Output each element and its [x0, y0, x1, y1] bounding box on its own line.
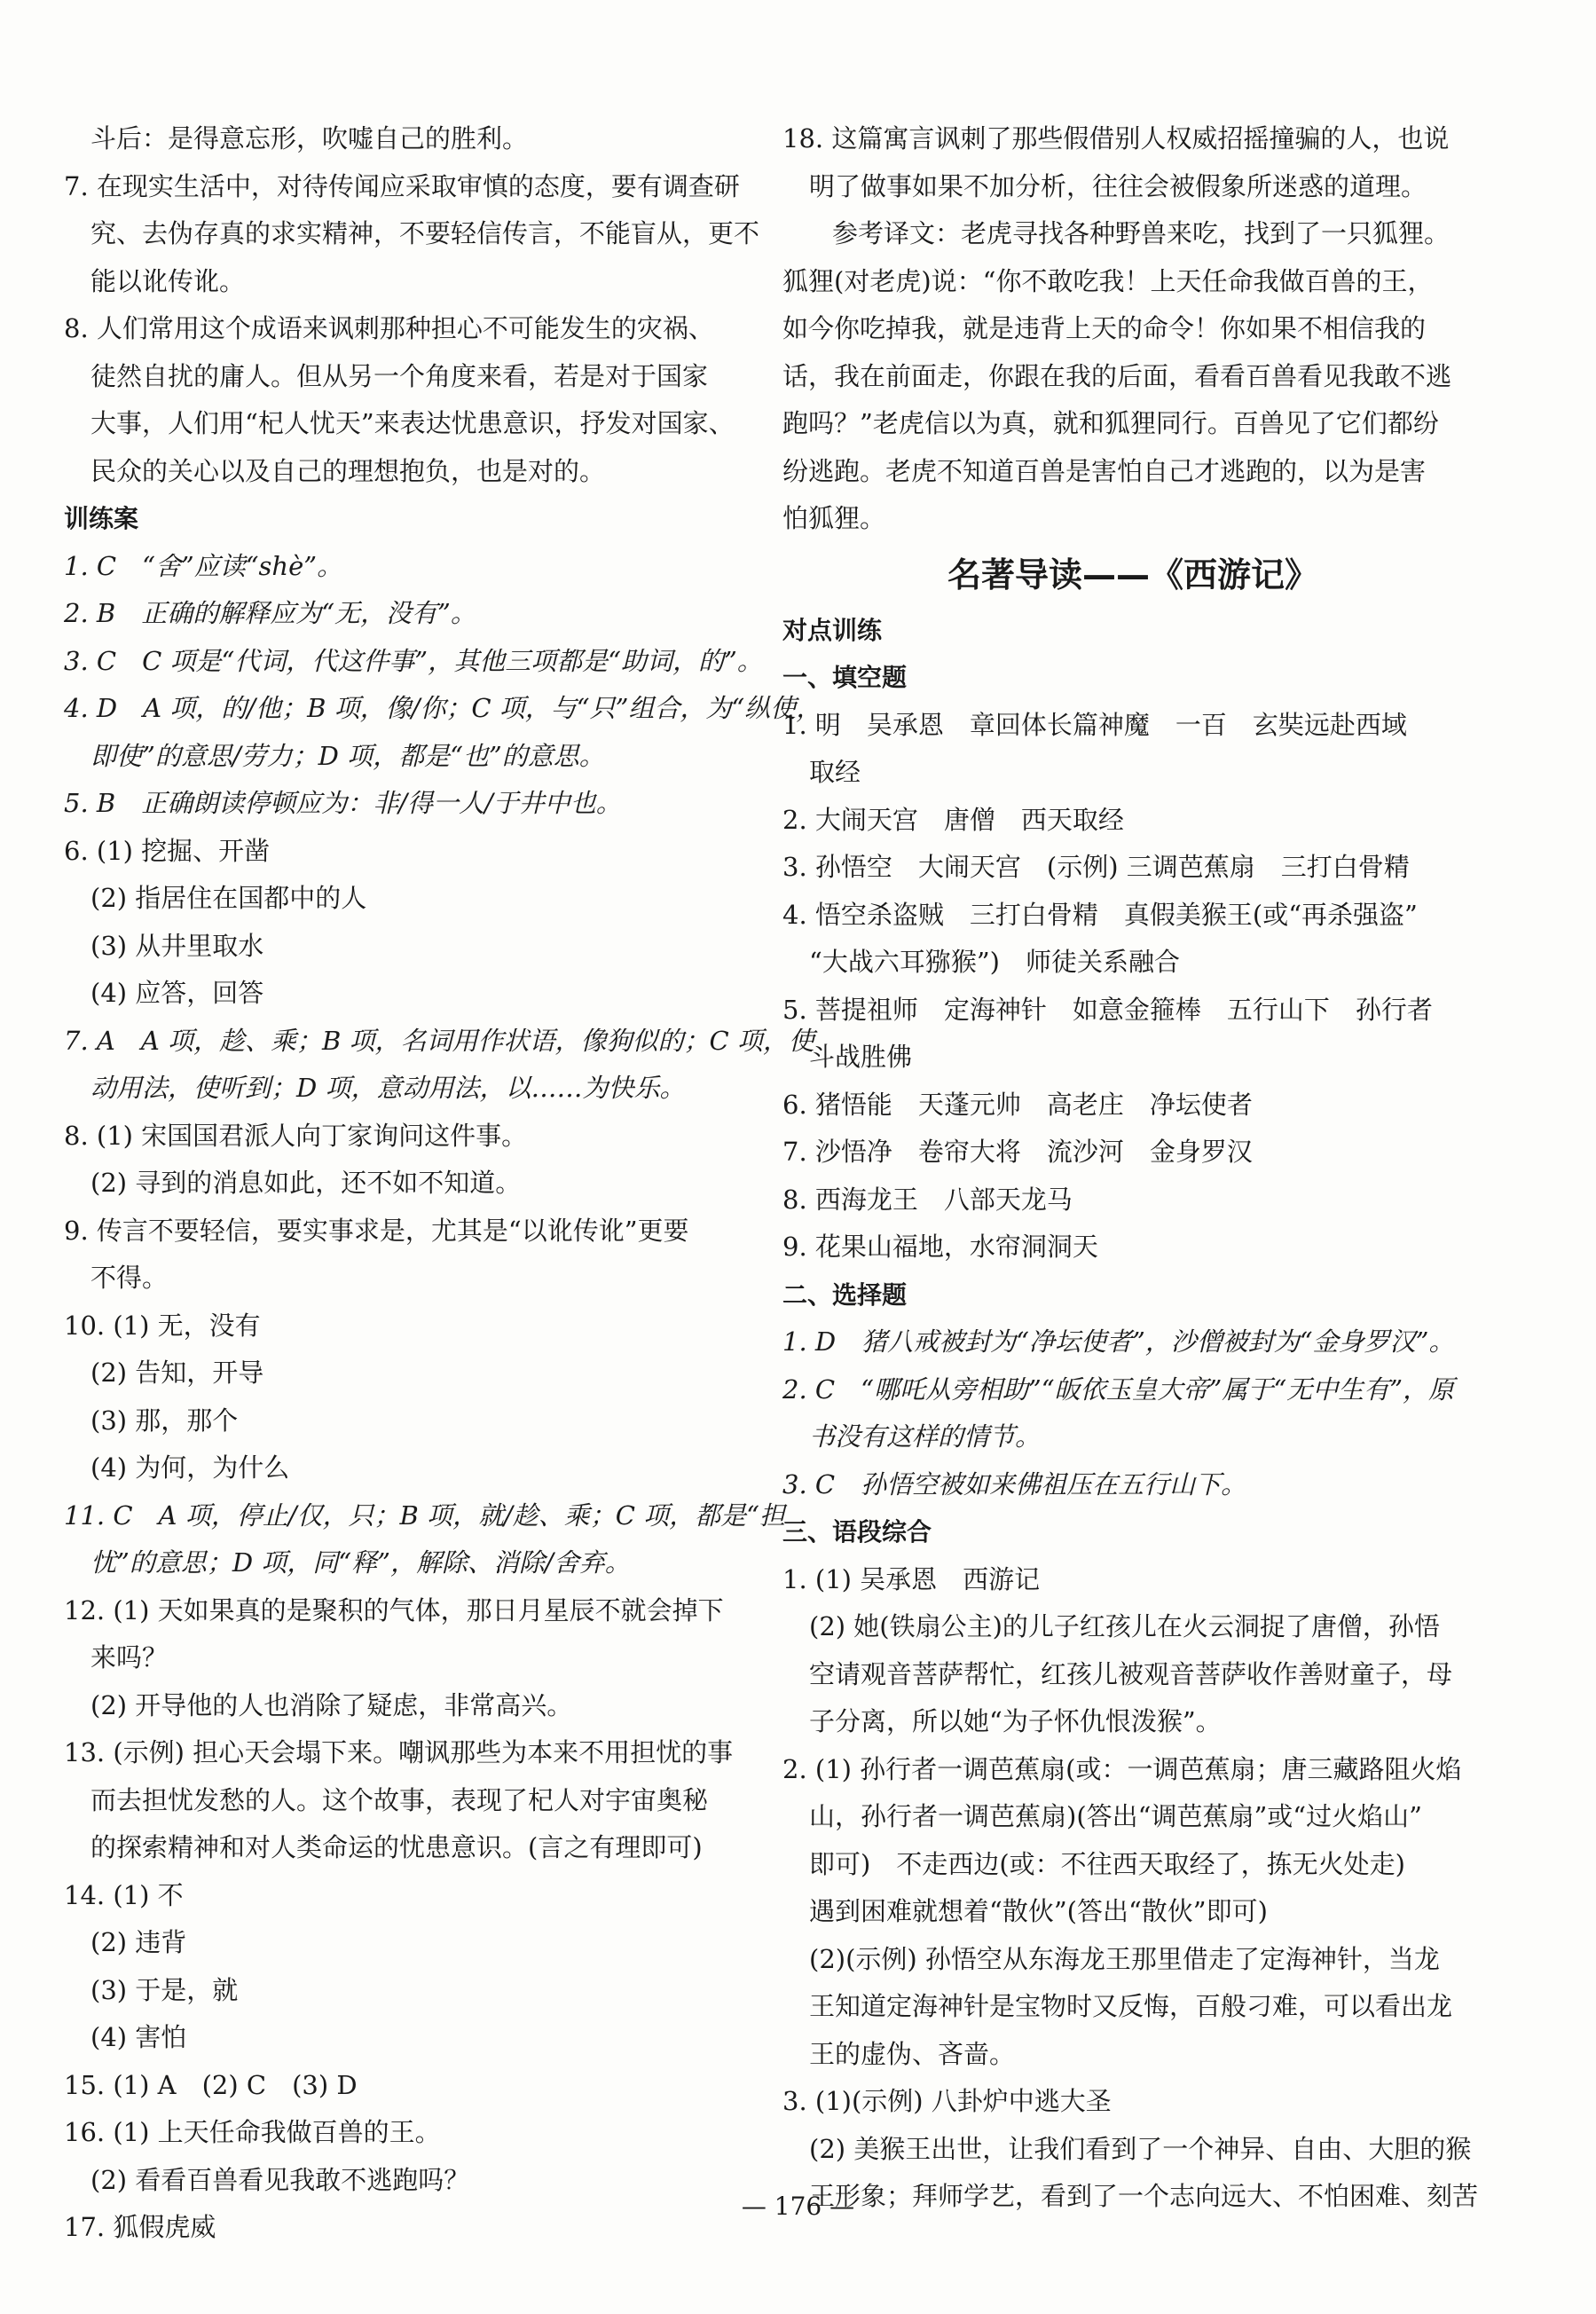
section-heading: 一、填空题 [782, 663, 908, 692]
text-line: 18. 这篇寓言讽刺了那些假借别人权威招摇撞骗的人，也说 [782, 123, 1450, 153]
text-line: 3. C C 项是“代词，代这件事”，其他三项都是“助词，的”。 [64, 645, 763, 676]
text-line: 3. 孙悟空 大闹天宫 (示例) 三调芭蕉扇 三打白骨精 [782, 852, 1410, 882]
text-line: 空请观音菩萨帮忙，红孩儿被观音菩萨收作善财童子，母 [809, 1658, 1453, 1689]
text-line: 怕狐狸。 [782, 503, 886, 533]
text-line: 11. C A 项，停止/仅，只；B 项，就/趁、乘；C 项，都是“担 [64, 1499, 785, 1531]
text-line: 的探索精神和对人类命运的忧患意识。(言之有理即可) [90, 1832, 703, 1862]
text-line: 忧”的意思；D 项，同“释”，解除、消除/舍弃。 [90, 1547, 631, 1578]
text-line: (4) 为何，为什么 [90, 1452, 290, 1483]
text-line: 书没有这样的情节。 [809, 1421, 1042, 1452]
text-line: 民众的关心以及自己的理想抱负，也是对的。 [90, 455, 606, 486]
text-line: 山，孙行者一调芭蕉扇)(答出“调芭蕉扇”或“过火焰山” [809, 1801, 1422, 1831]
text-line: 13. (示例) 担心天会塌下来。嘲讽那些为本来不用担忧的事 [64, 1737, 734, 1767]
text-line: 9. 传言不要轻信，要实事求是，尤其是“以讹传讹”更要 [64, 1215, 689, 1246]
text-line: 17. 狐假虎威 [64, 2212, 216, 2242]
text-line: 话，我在前面走，你跟在我的后面，看看百兽看见我敢不逃 [782, 360, 1452, 391]
text-line: 斗战胜佛 [809, 1042, 913, 1072]
text-line: (2) 指居住在国都中的人 [90, 883, 367, 913]
section-heading: 三、语段综合 [782, 1517, 932, 1547]
text-line: 究、去伪存真的求实精神，不要轻信传言，不能盲从，更不 [90, 218, 760, 248]
text-line: (2) 开导他的人也消除了疑虑，非常高兴。 [90, 1689, 573, 1720]
text-line: 纷逃跑。老虎不知道百兽是害怕自己才逃跑的，以为是害 [782, 455, 1427, 486]
text-line: 大事，人们用“杞人忧天”来表达忧患意识，抒发对国家、 [90, 408, 735, 438]
text-line: 2. C “哪吒从旁相助”“皈依玉皇大帝”属于“无中生有”，原 [782, 1373, 1455, 1405]
text-line: 斗后：是得意忘形，吹嘘自己的胜利。 [90, 123, 529, 153]
page-number: — 176 — [741, 2192, 855, 2221]
text-line: 7. A A 项，趁、乘；B 项，名词用作状语，像狗似的；C 项，使 [64, 1025, 814, 1056]
text-line: 3. (1)(示例) 八卦炉中逃大圣 [782, 2086, 1112, 2116]
text-line: 14. (1) 不 [64, 1879, 184, 1910]
text-line: 8. 西海龙王 八部天龙马 [782, 1184, 1073, 1215]
text-line: 能以讹传讹。 [90, 265, 246, 296]
text-line: 即可) 不走西边(或：不往西天取经了，拣无火处走) [809, 1848, 1405, 1879]
text-line: 15. (1) A (2) C (3) D [64, 2069, 358, 2100]
text-line: 2. (1) 孙行者一调芭蕉扇(或：一调芭蕉扇；唐三藏路阻火焰 [782, 1753, 1462, 1784]
text-line: 3. C 孙悟空被如来佛祖压在五行山下。 [782, 1468, 1247, 1499]
text-line: 2. 大闹天宫 唐僧 西天取经 [782, 804, 1124, 835]
text-line: 9. 花果山福地，水帘洞洞天 [782, 1232, 1098, 1262]
text-line: 来吗？ [90, 1642, 169, 1673]
text-line: 16. (1) 上天任命我做百兽的王。 [64, 2117, 441, 2147]
text-line: 8. (1) 宋国国君派人向丁家询问这件事。 [64, 1120, 528, 1151]
text-line: 跑吗？”老虎信以为真，就和狐狸同行。百兽见了它们都纷 [782, 408, 1439, 438]
text-line: 4. D A 项，的/他；B 项，像/你；C 项，与“只”组合，为“纵使， [64, 693, 822, 723]
text-line: 5. 菩提祖师 定海神针 如意金箍棒 五行山下 孙行者 [782, 994, 1433, 1025]
text-line: 8. 人们常用这个成语来讽刺那种担心不可能发生的灾祸、 [64, 313, 714, 343]
text-line: 明了做事如果不加分析，往往会被假象所迷惑的道理。 [809, 170, 1427, 201]
text-line: 1. (1) 吴承恩 西游记 [782, 1563, 1041, 1594]
text-line: 1. D 猪八戒被封为“净坛使者”，沙僧被封为“金身罗汉”。 [782, 1326, 1455, 1357]
section-title: 名著导读——《西游记》 [947, 555, 1318, 594]
text-line: (2) 违背 [90, 1927, 187, 1957]
text-line: (2) 她(铁扇公主)的儿子红孩儿在火云洞捉了唐僧，孙悟 [809, 1611, 1440, 1641]
right-column [782, 115, 1483, 2221]
text-line: 10. (1) 无，没有 [64, 1310, 261, 1341]
text-line: “大战六耳猕猴”) 师徒关系融合 [809, 947, 1180, 977]
text-line: 动用法，使听到；D 项，意动用法，以……为快乐。 [90, 1073, 686, 1103]
text-line: 4. 悟空杀盗贼 三打白骨精 真假美猴王(或“再杀强盗” [782, 899, 1418, 930]
text-line: 6. 猪悟能 天蓬元帅 高老庄 净坛使者 [782, 1089, 1253, 1120]
text-line: 1. C “舍”应读“shè”。 [64, 550, 343, 581]
text-line: 不得。 [90, 1263, 169, 1293]
text-line: (2) 看看百兽看见我敢不逃跑吗？ [90, 2164, 470, 2195]
text-line: 6. (1) 挖掘、开凿 [64, 835, 271, 866]
text-line: 王形象；拜师学艺，看到了一个志向远大、不怕困难、刻苦 [809, 2181, 1479, 2211]
text-line: (3) 从井里取水 [90, 930, 264, 961]
text-line: 徒然自扰的庸人。但从另一个角度来看，若是对于国家 [90, 360, 709, 391]
text-line: 1. 明 吴承恩 章回体长篇神魔 一百 玄奘远赴西域 [782, 709, 1407, 740]
text-line: (2)(示例) 孙悟空从东海龙王那里借走了定海神针，当龙 [809, 1943, 1440, 1974]
section-heading: 训练案 [64, 504, 139, 533]
text-line: 狐狸(对老虎)说：“你不敢吃我！上天任命我做百兽的王， [782, 265, 1434, 296]
text-line: (2) 寻到的消息如此，还不如不知道。 [90, 1168, 522, 1198]
text-line: 取经 [809, 757, 861, 787]
text-line: (2) 美猴王出世，让我们看到了一个神异、自由、大胆的猴 [809, 2133, 1472, 2164]
text-line: (2) 告知，开导 [90, 1358, 264, 1388]
text-line: 而去担忧发愁的人。这个故事，表现了杞人对宇宙奥秘 [90, 1784, 709, 1815]
text-line: 7. 沙悟净 卷帘大将 流沙河 金身罗汉 [782, 1137, 1253, 1167]
section-heading: 二、选择题 [782, 1279, 908, 1310]
text-line: 5. B 正确朗读停顿应为：非/得一人/于井中也。 [64, 788, 622, 818]
text-line: 7. 在现实生活中，对待传闻应采取审慎的态度，要有调查研 [64, 170, 740, 201]
text-line: (4) 应答，回答 [90, 978, 264, 1008]
text-line: 子分离，所以她“为子怀仇恨泼猴”。 [809, 1706, 1222, 1736]
text-line: 如今你吃掉我，就是违背上天的命令！你如果不相信我的 [782, 313, 1427, 343]
text-line: 王知道定海神针是宝物时又反悔，百般刁难，可以看出龙 [809, 1991, 1453, 2021]
section-heading: 对点训练 [782, 615, 883, 645]
text-line: 遇到困难就想着“散伙”(答出“散伙”即可) [809, 1896, 1268, 1926]
text-line: 即使”的意思/劳力；D 项，都是“也”的意思。 [90, 740, 605, 771]
text-line: 王的虚伪、吝啬。 [809, 2038, 1016, 2069]
text-line: 2. B 正确的解释应为“无，没有”。 [64, 598, 476, 628]
text-line: 参考译文：老虎寻找各种野兽来吃，找到了一只狐狸。 [832, 218, 1451, 248]
text-line: (4) 害怕 [90, 2022, 187, 2052]
text-line: (3) 那，那个 [90, 1405, 239, 1436]
text-line: 12. (1) 天如果真的是聚积的气体，那日月星辰不就会掉下 [64, 1594, 724, 1625]
text-line: (3) 于是，就 [90, 1974, 239, 2005]
